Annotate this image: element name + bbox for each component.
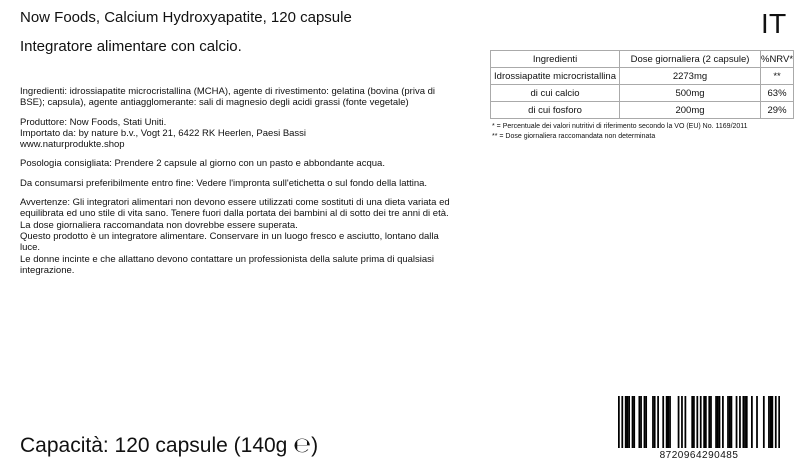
barcode-bar [771, 396, 773, 448]
warning-line: La dose giornaliera raccomandata non dovrebbe essere superata. [20, 219, 298, 231]
product-subtitle: Integratore alimentare con calcio. [20, 38, 242, 55]
barcode-bar [751, 396, 753, 448]
footnote: * = Percentuale dei valori nutritivi di riferimento secondo la VO (EU) No. 1169/2011 [492, 123, 748, 130]
barcode-bar [633, 396, 635, 448]
barcode-bar [703, 396, 705, 448]
barcode-bar [621, 396, 623, 448]
importer-text: Importato da: by nature b.v., Vogt 21, 6422 RK Heerlen, Paesi Bassi [20, 127, 307, 139]
table-cell-name: Idrossiapatite microcristallina [491, 68, 620, 85]
estimated-sign-icon: ℮ [293, 433, 312, 457]
barcode-bar [696, 396, 698, 448]
table-cell-nrv: 63% [761, 85, 794, 102]
barcode-bar [744, 396, 746, 448]
capacity-text: Capacità: 120 capsule (140g [20, 434, 288, 457]
nutrition-table [490, 50, 794, 119]
capacity-close: ) [311, 434, 319, 457]
barcode-bar [727, 396, 729, 448]
barcode-bar [681, 396, 683, 448]
barcode [610, 394, 788, 464]
dosage-text: Posologia consigliata: Prendere 2 capsule al giorno con un pasto e abbondante acqua. [20, 158, 385, 170]
barcode-bar [700, 396, 702, 448]
barcode-bar [739, 396, 741, 448]
barcode-bar [729, 396, 731, 448]
barcode-bar [618, 396, 620, 448]
table-cell-dose: 500mg [620, 85, 761, 102]
footnote: ** = Dose giornaliera raccomandata non determinata [492, 133, 656, 140]
barcode-bar [666, 396, 668, 448]
warning-line: Avvertenze: Gli integratori alimentari non devono essere utilizzati come sostituti di una dieta variata ed [20, 197, 450, 209]
warning-line: equilibrata ed uno stile di vita sano. Tenere fuori dalla portata dei bambini al di sotto dei tre anni di età. [20, 208, 449, 220]
barcode-bar [731, 396, 733, 448]
barcode-bar [722, 396, 724, 448]
warning-line: Questo prodotto è un integratore alimentare. Conservare in un luogo fresco e asciutto, lontano dalla luce. [20, 230, 439, 254]
table-header-cell: Dose giornaliera (2 capsule) [620, 51, 761, 68]
barcode-bar [638, 396, 640, 448]
table-cell-name: di cui calcio [491, 85, 620, 102]
barcode-bar [708, 396, 710, 448]
barcode-bar [717, 396, 719, 448]
barcode-bar [678, 396, 680, 448]
table-cell-dose: 2273mg [620, 68, 761, 85]
barcode-bars [618, 396, 780, 448]
barcode-bar [719, 396, 721, 448]
barcode-number: 8720964290485 [659, 450, 739, 461]
label-body-text [20, 86, 460, 276]
barcode-bar [667, 396, 669, 448]
table-row [491, 85, 794, 102]
barcode-bar [644, 396, 646, 448]
best-before-text: Da consumarsi preferibilmente entro fine: Vedere l'impronta sull'etichetta o sul fondo della lattina. [20, 177, 428, 189]
product-title: Now Foods, Calcium Hydroxyapatite, 120 capsule [20, 9, 352, 26]
capacity-line [20, 432, 318, 459]
barcode-bar [736, 396, 738, 448]
table-header-cell: %NRV* [761, 51, 794, 68]
producer-text: Produttore: Now Foods, Stati Uniti. [20, 116, 167, 128]
barcode-bar [715, 396, 717, 448]
table-cell-dose: 200mg [620, 102, 761, 119]
barcode-bar [756, 396, 758, 448]
table-footnotes [492, 122, 748, 142]
barcode-bar [640, 396, 642, 448]
ingredients-text: Ingredienti: idrossiapatite microcristallina (MCHA), agente di rivestimento: gelatina (bovina (priva di BSE); capsula), agente antiagglomerante: sali di magnesio degli acidi grassi (fonte vegetale) [20, 86, 436, 109]
barcode-bar [763, 396, 765, 448]
table-header-cell: Ingredienti [491, 51, 620, 68]
table-cell-nrv: ** [761, 68, 794, 85]
barcode-bar [691, 396, 693, 448]
barcode-bar [768, 396, 770, 448]
table-header-row [491, 51, 794, 68]
barcode-bar [693, 396, 695, 448]
barcode-bar [746, 396, 748, 448]
barcode-bar [628, 396, 630, 448]
barcode-bar [654, 396, 656, 448]
barcode-bar [625, 396, 627, 448]
barcode-bar [770, 396, 772, 448]
table-cell-nrv: 29% [761, 102, 794, 119]
barcode-bar [632, 396, 634, 448]
barcode-bar [657, 396, 659, 448]
barcode-bar [742, 396, 744, 448]
barcode-bar [685, 396, 687, 448]
barcode-bar [710, 396, 712, 448]
table-row [491, 68, 794, 85]
barcode-bar [652, 396, 654, 448]
language-code: IT [761, 10, 787, 40]
barcode-bar [627, 396, 629, 448]
barcode-bar [775, 396, 777, 448]
warning-line: Le donne incinte e che allattano devono contattare un professionista della salute prima di qualsiasi integrazione. [20, 253, 435, 276]
table-cell-name: di cui fosforo [491, 102, 620, 119]
barcode-bar [705, 396, 707, 448]
barcode-bar [778, 396, 780, 448]
website-text: www.naturprodukte.shop [20, 139, 125, 151]
barcode-bar [645, 396, 647, 448]
barcode-bar [669, 396, 671, 448]
table-row [491, 102, 794, 119]
barcode-bar [662, 396, 664, 448]
